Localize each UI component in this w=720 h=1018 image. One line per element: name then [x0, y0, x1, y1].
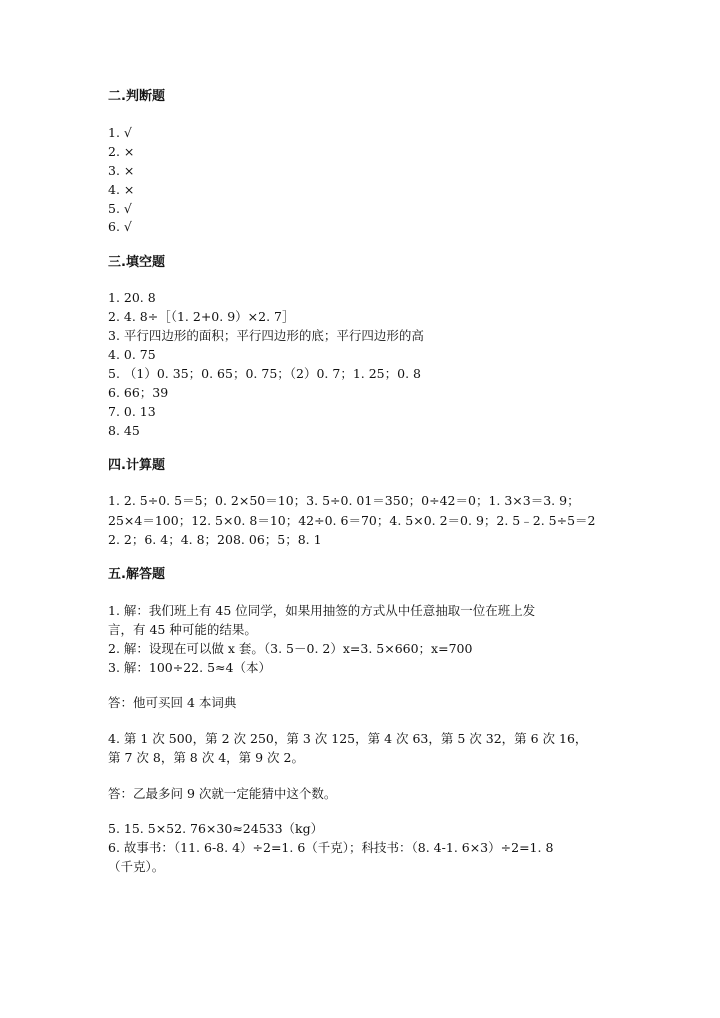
fill-item-2: 2. 4. 8÷［（1. 2+0. 9）×2. 7］: [108, 309, 295, 324]
fill-item-5: 5. （1）0. 35；0. 65；0. 75；（2）0. 7；1. 25；0. 8: [108, 366, 421, 381]
judge-item-1: 1. √: [108, 125, 132, 140]
judge-item-5: 5. √: [108, 201, 132, 216]
judge-item-3: 3. ×: [108, 163, 135, 178]
answer-q4-conclusion: 答：乙最多问 9 次就一定能猜中这个数。: [108, 786, 337, 801]
judge-item-6: 6. √: [108, 219, 132, 234]
section-title-calc: 四.计算题: [108, 458, 165, 473]
answer-q4-line2: 第 7 次 8，第 8 次 4，第 9 次 2。: [108, 750, 304, 765]
fill-item-8: 8. 45: [108, 423, 140, 438]
answer-q1-line1: 1. 解：我们班上有 45 位同学，如果用抽签的方式从中任意抽取一位在班上发: [108, 603, 536, 618]
judge-item-4: 4. ×: [108, 182, 135, 197]
answer-q6-line2: （千克）。: [108, 859, 165, 874]
fill-item-4: 4. 0. 75: [108, 347, 156, 362]
answer-q4-line1: 4. 第 1 次 500，第 2 次 250，第 3 次 125，第 4 次 63，第 5 次 32，第 6 次 16，: [108, 731, 588, 746]
section-title-judge: 二.判断题: [108, 89, 165, 104]
answer-q6-line1: 6. 故事书：（11. 6-8. 4）÷2=1. 6（千克）；科技书：（8. 4-1. 6×3）÷2=1. 8: [108, 840, 554, 855]
calc-line-3: 2. 2；6. 4；4. 8；208. 06；5；8. 1: [108, 532, 322, 547]
judge-item-2: 2. ×: [108, 144, 135, 159]
calc-line-2: 25×4＝100；12. 5×0. 8＝10；42÷0. 6＝70；4. 5×0. 2＝0. 9；2. 5﹣2. 5÷5＝2: [108, 513, 596, 528]
answer-q3-conclusion: 答：他可买回 4 本词典: [108, 695, 237, 710]
answer-q5: 5. 15. 5×52. 76×30≈24533（kg）: [108, 821, 324, 836]
fill-item-7: 7. 0. 13: [108, 404, 156, 419]
calc-line-1: 1. 2. 5÷0. 5＝5；0. 2×50＝10；3. 5÷0. 01＝350；0÷42＝0；1. 3×3＝3. 9；: [108, 493, 580, 508]
fill-item-6: 6. 66；39: [108, 385, 169, 400]
answer-q2: 2. 解：设现在可以做 x 套。（3. 5－0. 2）x=3. 5×660；x=700: [108, 641, 473, 656]
section-title-fill: 三.填空题: [108, 255, 165, 270]
answer-q1-line2: 言，有 45 种可能的结果。: [108, 622, 257, 637]
fill-item-1: 1. 20. 8: [108, 290, 156, 305]
section-title-answer: 五.解答题: [108, 567, 165, 582]
answer-q3: 3. 解：100÷22. 5≈4（本）: [108, 660, 271, 675]
fill-item-3: 3. 平行四边形的面积；平行四边形的底；平行四边形的高: [108, 328, 424, 343]
